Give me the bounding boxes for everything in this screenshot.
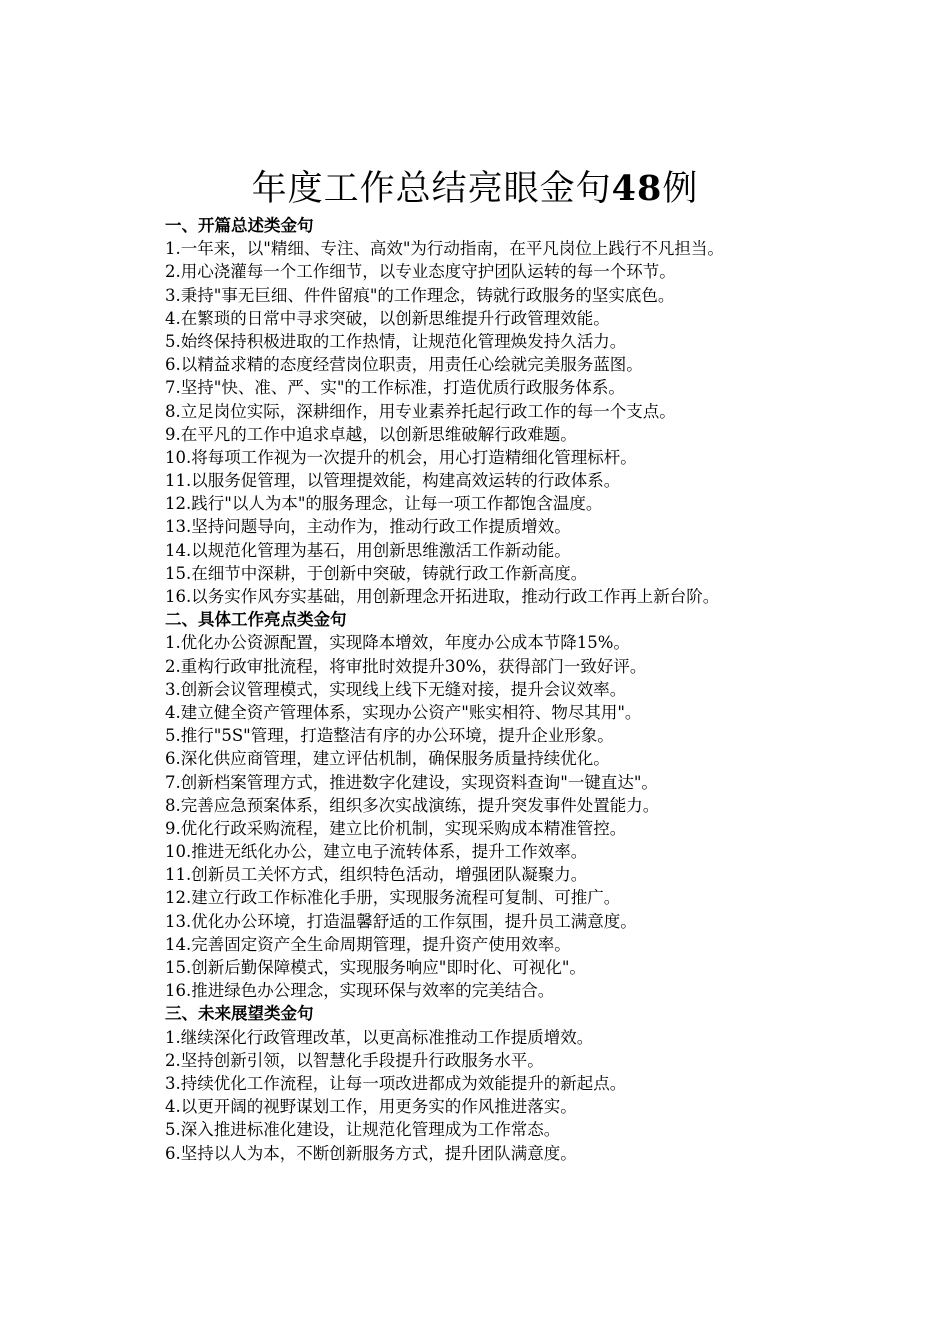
list-item: 4.以更开阔的视野谋划工作，用更务实的作风推进落实。 [165,1097,577,1117]
title-number: 48 [611,168,663,209]
title-suffix: 例 [662,169,699,209]
list-item: 14.完善固定资产全生命周期管理，提升资产使用效率。 [165,934,571,954]
list-item: 11.以服务促管理，以管理提效能，构建高效运转的行政体系。 [165,471,621,491]
section-heading: 二、具体工作亮点类金句 [165,610,347,630]
list-item: 1.一年来，以"精细、专注、高效"为行动指南，在平凡岗位上践行不凡担当。 [165,239,724,259]
list-item: 16.以务实作风夯实基础，用创新理念开拓进取，推动行政工作再上新台阶。 [165,587,720,606]
list-item: 7.创新档案管理方式，推进数字化建设，实现资料查询"一键直达"。 [165,772,658,792]
section-outlook [165,1002,885,1164]
list-item: 9.优化行政采购流程，建立比价机制，实现采购成本精准管控。 [165,818,627,838]
list-item: 16.推进绿色办公理念，实现环保与效率的完美结合。 [165,981,555,1001]
list-item: 12.建立行政工作标准化手册，实现服务流程可复制、可推广。 [165,888,621,908]
list-item: 6.坚持以人为本，不断创新服务方式，提升团队满意度。 [165,1143,577,1163]
list-item: 2.用心浇灌每一个工作细节，以专业态度守护团队运转的每一个环节。 [165,262,676,282]
list-item: 3.创新会议管理模式，实现线上线下无缝对接，提升会议效率。 [165,679,627,699]
list-item: 6.以精益求精的态度经营岗位职责，用责任心绘就完美服务蓝图。 [165,355,643,375]
list-item: 15.在细节中深耕，于创新中突破，铸就行政工作新高度。 [165,563,588,583]
list-item: 5.始终保持积极进取的工作热情，让规范化管理焕发持久活力。 [165,331,627,351]
list-item: 15.创新后勤保障模式，实现服务响应"即时化、可视化"。 [165,958,586,977]
list-item: 10.将每项工作视为一次提升的机会，用心打造精细化管理标杆。 [165,447,637,467]
list-item: 9.在平凡的工作中追求卓越，以创新思维破解行政难题。 [165,424,577,444]
section-heading: 一、开篇总述类金句 [165,216,314,235]
list-item: 12.践行"以人为本"的服务理念，让每一项工作都饱含温度。 [165,494,603,514]
document-body [165,214,885,1165]
list-item: 8.完善应急预案体系，组织多次实战演练，提升突发事件处置能力。 [165,795,660,815]
list-item: 5.推行"5S"管理，打造整洁有序的办公环境，提升企业形象。 [165,726,614,746]
list-item: 11.创新员工关怀方式，组织特色活动，增强团队凝聚力。 [165,865,588,885]
section-heading: 三、未来展望类金句 [165,1004,314,1024]
list-item: 13.坚持问题导向，主动作为，推动行政工作提质增效。 [165,517,571,537]
list-item: 2.重构行政审批流程，将审批时效提升30%，获得部门一致好评。 [165,656,647,676]
document-title [0,164,950,214]
list-item: 13.优化办公环境，打造温馨舒适的工作氛围，提升员工满意度。 [165,911,637,931]
list-item: 4.建立健全资产管理体系，实现办公资产"账实相符、物尽其用"。 [165,702,642,722]
list-item: 1.继续深化行政管理改革，以更高标准推动工作提质增效。 [165,1027,594,1047]
section-highlights [165,608,885,1002]
list-item: 2.坚持创新引领，以智慧化手段提升行政服务水平。 [165,1050,544,1070]
list-item: 5.深入推进标准化建设，让规范化管理成为工作常态。 [165,1120,561,1140]
list-item: 6.深化供应商管理，建立评估机制，确保服务质量持续优化。 [165,749,610,769]
list-item: 3.秉持"事无巨细、件件留痕"的工作理念，铸就行政服务的坚实底色。 [165,285,675,305]
list-item: 4.在繁琐的日常中寻求突破，以创新思维提升行政管理效能。 [165,308,610,328]
section-opening [165,214,885,608]
list-item: 8.立足岗位实际，深耕细作，用专业素养托起行政工作的每一个支点。 [165,401,676,421]
list-item: 1.优化办公资源配置，实现降本增效，年度办公成本节降15%。 [165,633,630,653]
title-text: 年度工作总结亮眼金句 [251,169,612,209]
list-item: 14.以规范化管理为基石，用创新思维激活工作新动能。 [165,540,571,560]
list-item: 10.推进无纸化办公，建立电子流转体系，提升工作效率。 [165,842,588,862]
list-item: 3.持续优化工作流程，让每一项改进都成为效能提升的新起点。 [165,1073,627,1093]
list-item: 7.坚持"快、准、严、实"的工作标准，打造优质行政服务体系。 [165,378,625,398]
